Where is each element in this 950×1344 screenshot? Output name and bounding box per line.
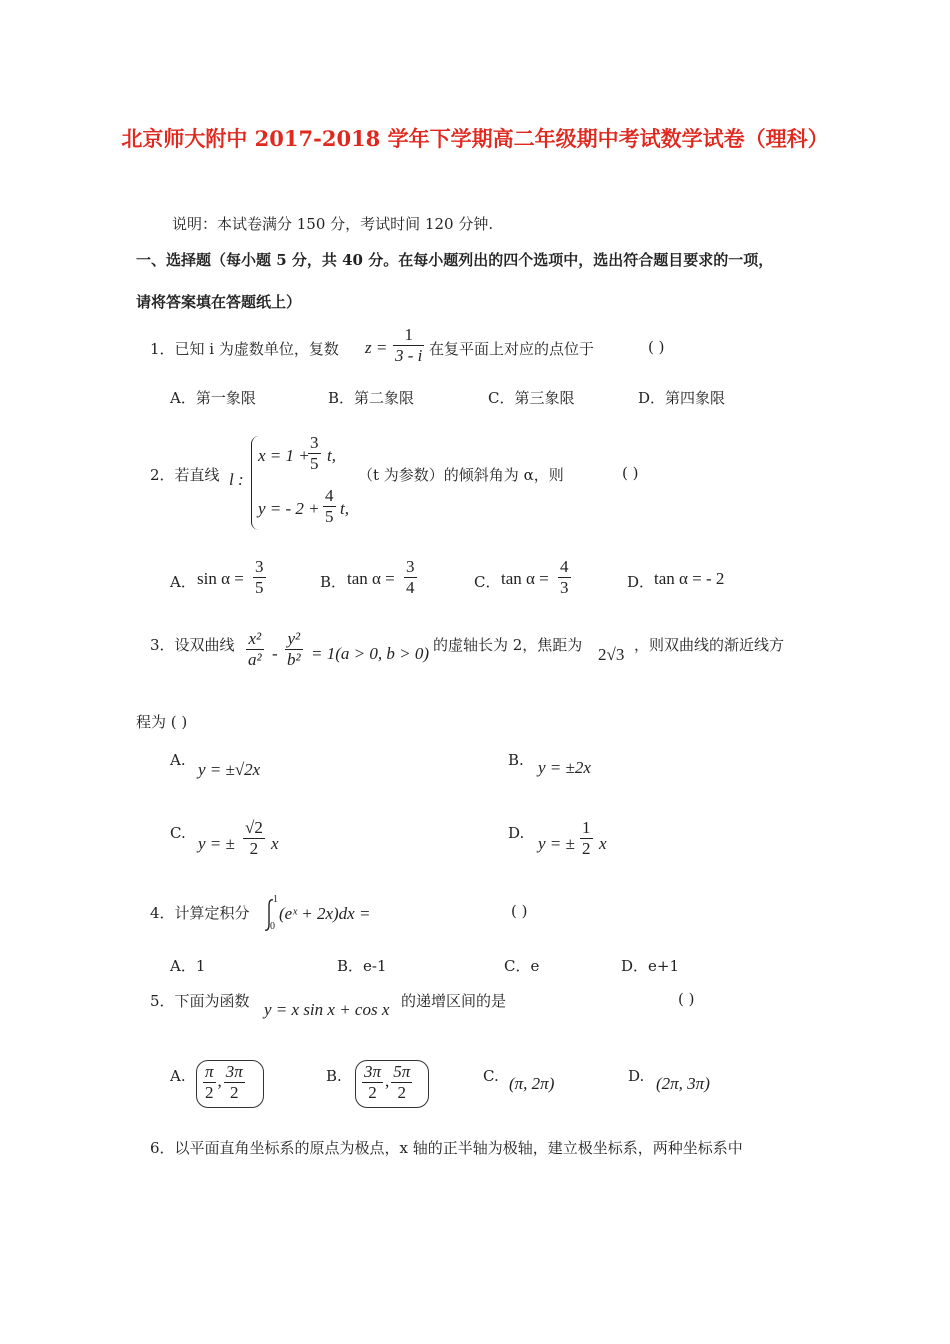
q2-x-frac-num: 3 — [310, 433, 319, 452]
q4-option-d: D．e+1 — [621, 957, 680, 975]
q5-option-d: (2π, 3π) — [656, 1074, 710, 1093]
q3-option-a-label: A. — [170, 751, 186, 769]
q4-prefix: 4．计算定积分 — [150, 904, 250, 922]
q1-option-b: B．第二象限 — [328, 389, 415, 407]
q2-option-a-label: A． — [170, 573, 196, 591]
q2-option-c-den: 3 — [560, 578, 569, 597]
q4-option-b: B．e-1 — [337, 957, 387, 975]
q5-option-b-right-den: 2 — [397, 1083, 407, 1102]
q1-option-a: A．第一象限 — [170, 389, 256, 407]
q2-prefix: 2．若直线 — [150, 466, 220, 484]
q3-option-a: y = ±√2x — [198, 760, 261, 779]
q3-x2: x² — [246, 629, 264, 650]
question-6: 6．以平面直角坐标系的原点为极点，x 轴的正半轴为极轴，建立极坐标系，两种坐标系中 — [150, 1139, 743, 1157]
q5-option-a-right-den: 2 — [230, 1083, 239, 1102]
q1-answer-blank: ( ) — [648, 338, 665, 356]
q5-option-a-label: A. — [170, 1067, 186, 1085]
q4-option-c: C．e — [504, 957, 540, 975]
q5-option-b-left-num: 3π — [364, 1062, 382, 1081]
q2-mid: （t 为参数）的倾斜角为 α，则 — [358, 466, 564, 484]
q3-option-b-label: B. — [508, 751, 524, 769]
q3-option-c-pre: y = ± — [198, 834, 235, 853]
q1-option-c: C．第三象限 — [488, 389, 575, 407]
q5-option-a-left-den: 2 — [205, 1083, 214, 1102]
q2-option-b-num: 3 — [406, 557, 415, 576]
q2-y-frac-den: 5 — [325, 507, 334, 526]
q2-option-c-expr: tan α = — [501, 569, 549, 588]
q3-option-d-num: 1 — [582, 818, 591, 837]
q2-y-line: y = - 2 + — [258, 499, 320, 518]
q3-option-d-den: 2 — [582, 839, 591, 858]
q3-option-d-post: x — [599, 834, 607, 853]
q5-option-c: (π, 2π) — [509, 1074, 555, 1093]
q5-option-b-label: B. — [326, 1067, 342, 1085]
q3-y2: y² — [285, 629, 303, 650]
q2-l: l : — [229, 470, 244, 489]
q3-option-d-label: D. — [508, 824, 525, 842]
q5-option-b-right-num: 5π — [393, 1062, 411, 1081]
q2-y-t: t, — [340, 499, 349, 518]
section-heading-line2: 请将答案填在答题纸上） — [136, 293, 302, 311]
q2-option-d-expr: tan α = - 2 — [654, 569, 725, 588]
section-heading-line1: 一、选择题（每小题 5 分，共 40 分。在每小题列出的四个选项中，选出符合题目要求的一项， — [136, 251, 774, 269]
q5-option-a-left-num: π — [205, 1062, 214, 1081]
q3-mid: 的虚轴长为 2，焦距为 — [433, 636, 583, 654]
q5-option-c-label: C. — [483, 1067, 499, 1085]
q3-option-c-den: 2 — [249, 839, 259, 858]
q1-fraction-den: 3 - i — [395, 346, 423, 365]
q5-option-b-left-den: 2 — [368, 1083, 377, 1102]
q3-focal: 2√3 — [598, 645, 625, 664]
q2-y-frac-num: 4 — [325, 486, 334, 505]
q5-function: y = x sin x + cos x — [264, 1000, 390, 1019]
q5-answer-blank: ( ) — [678, 990, 695, 1008]
q4-expression: (eˣ + 2x)dx = — [279, 904, 371, 923]
q5-prefix: 5．下面为函数 — [150, 992, 250, 1010]
q3-option-c-num: √2 — [245, 818, 263, 837]
q2-x-frac-den: 5 — [310, 454, 319, 473]
q3-suffix: ，则双曲线的渐近线方 — [634, 636, 785, 654]
q4-option-a: A．1 — [170, 957, 206, 975]
q2-option-b-label: B． — [320, 573, 347, 591]
q4-integral-lower: 0 — [270, 921, 275, 932]
q2-option-a-expr: sin α = — [197, 569, 244, 588]
q3-continuation: 程为 ( ) — [136, 713, 188, 731]
q1-suffix: 在复平面上对应的点位于 — [429, 340, 595, 358]
q2-option-a-den: 5 — [255, 578, 264, 597]
q2-option-b-den: 4 — [406, 578, 415, 597]
q2-option-d-label: D． — [627, 573, 655, 591]
q2-option-c-label: C． — [474, 573, 501, 591]
q4-integral-upper: 1 — [273, 894, 278, 905]
q1-fraction-num: 1 — [393, 325, 424, 346]
q3-option-c-post: x — [271, 834, 279, 853]
q3-option-c-label: C. — [170, 824, 186, 842]
q1-prefix: 1．已知 i 为虚数单位，复数 — [150, 340, 339, 358]
exam-title: 北京师大附中 2017-2018 学年下学期高二年级期中考试数学试卷（理科） — [121, 126, 829, 151]
q2-option-b-expr: tan α = — [347, 569, 395, 588]
q2-option-c-num: 4 — [560, 557, 569, 576]
q1-option-d: D．第四象限 — [638, 389, 726, 407]
q2-x-line: x = 1 + — [258, 446, 310, 465]
q3-prefix: 3．设双曲线 — [150, 636, 235, 654]
q3-minus: - — [272, 644, 278, 663]
q5-option-a-right-num: 3π — [225, 1062, 243, 1081]
q5-suffix: 的递增区间的是 — [401, 992, 507, 1010]
q5-option-d-label: D. — [628, 1067, 645, 1085]
q3-condition: = 1(a > 0, b > 0) — [311, 644, 429, 663]
exam-note: 说明：本试卷满分 150 分，考试时间 120 分钟. — [172, 215, 494, 233]
q3-a2: a² — [248, 650, 262, 669]
q3-b2: b² — [287, 650, 301, 669]
q2-option-a-num: 3 — [255, 557, 264, 576]
q2-answer-blank: ( ) — [622, 464, 639, 482]
q4-answer-blank: ( ) — [511, 902, 528, 920]
q3-option-d-pre: y = ± — [538, 834, 575, 853]
q2-x-t: t, — [327, 446, 336, 465]
q1-z: z = — [365, 338, 388, 357]
q3-option-b: y = ±2x — [538, 758, 591, 777]
